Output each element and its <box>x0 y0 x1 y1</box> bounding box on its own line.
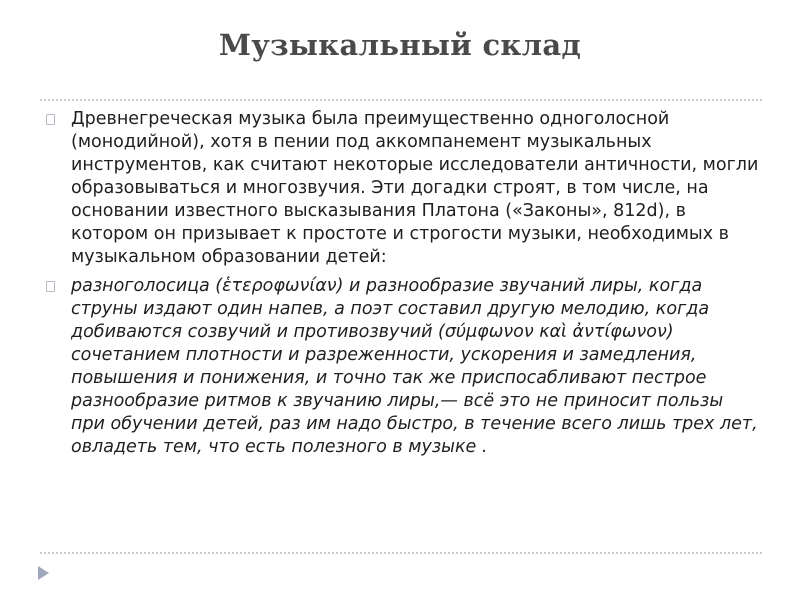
slide-content <box>46 108 762 459</box>
bullet-text-quote: разноголосица (ἑτεροφωνίαν) и разнообразие звучаний лиры, когда струны издают один напев, а поэт составил другую мелодию, когда добиваются созвучий и противозвучий (σύμφωνον καὶ ἀντίφωνον) сочетанием плотности и разреженности, ускорения и замедления, повышения и понижения, и точно так же приспосабливают пестрое разнообразие ритмов к звучанию лиры,— всё это не приносит пользы при обучении детей, раз им надо быстро, в течение всего лишь трех лет, овладеть тем, что есть полезного в музыке . <box>71 276 758 457</box>
square-outline-bullet-icon <box>46 114 55 125</box>
bullet-text: Древнегреческая музыка была преимущественно одноголосной (монодийной), хотя в пении под аккомпанемент музыкальных инструментов, как считают некоторые исследователи античности, могли образовываться и многозвучия. Эти догадки строят, в том числе, на основании известного высказывания Платона («Законы», 812d), в котором он призывает к простоте и строгости музыки, необходимых в музыкальном образовании детей: <box>71 109 759 267</box>
top-divider <box>40 99 762 101</box>
triangle-right-icon <box>38 566 49 580</box>
bullet-item <box>46 108 762 269</box>
bottom-divider <box>40 552 762 554</box>
square-outline-bullet-icon <box>46 281 55 292</box>
slide-title: Музыкальный склад <box>218 28 582 62</box>
bullet-item <box>46 275 762 459</box>
